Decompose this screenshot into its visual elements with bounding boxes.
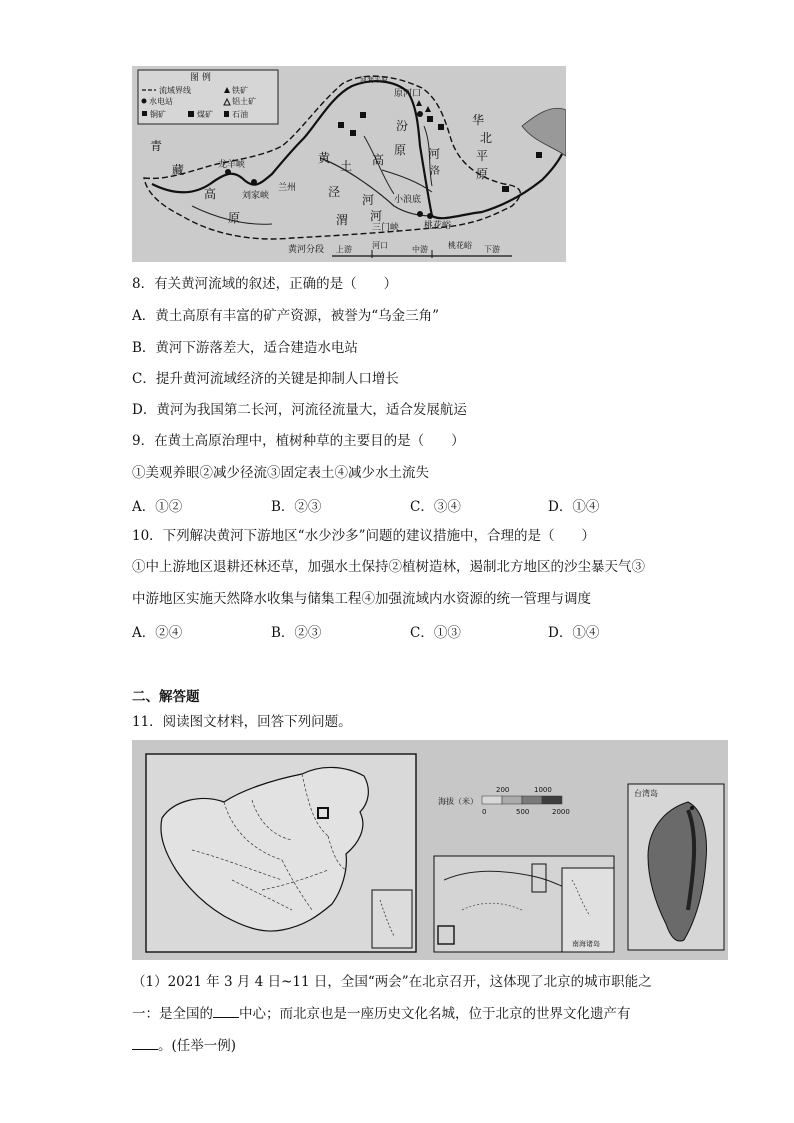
svg-text:洛: 洛 — [430, 166, 440, 177]
svg-text:煤矿: 煤矿 — [197, 110, 213, 119]
svg-text:原: 原 — [394, 143, 407, 157]
svg-text:铁矿: 铁矿 — [232, 86, 248, 95]
copper-icon — [142, 111, 147, 116]
svg-text:刘家峡: 刘家峡 — [242, 191, 270, 201]
q9-stem: 9．在黄土高原治理中，植树种草的主要目的是（ ） — [132, 433, 465, 449]
svg-text:土: 土 — [340, 159, 353, 173]
answer-blank-1[interactable] — [213, 1004, 239, 1018]
svg-text:河: 河 — [370, 209, 383, 223]
svg-text:海拔（米）: 海拔（米） — [438, 797, 478, 806]
map-legend — [138, 70, 278, 124]
svg-text:下游: 下游 — [484, 245, 500, 254]
china-map-panel — [146, 754, 416, 952]
section-heading: 二、解答题 — [132, 689, 200, 705]
svg-text:泾: 泾 — [328, 185, 341, 199]
svg-text:500: 500 — [516, 808, 530, 816]
svg-text:桃花峪: 桃花峪 — [424, 221, 452, 231]
q10-option-d: D．①④ — [548, 625, 600, 641]
q9-option-d: D．①④ — [548, 499, 600, 515]
svg-text:流域界线: 流域界线 — [159, 86, 191, 95]
q9-items: ①美观养眼②减少径流③固定表土④减少水土流失 — [132, 465, 429, 481]
svg-text:200: 200 — [496, 786, 510, 794]
svg-text:南海诸岛: 南海诸岛 — [572, 940, 600, 948]
svg-text:铝土矿: 铝土矿 — [232, 97, 256, 106]
svg-text:河口: 河口 — [372, 241, 388, 250]
svg-text:龙羊峡: 龙羊峡 — [218, 160, 246, 170]
svg-text:铜矿: 铜矿 — [150, 110, 166, 119]
svg-text:藏: 藏 — [172, 163, 185, 177]
svg-text:黄: 黄 — [318, 151, 331, 165]
china-taiwan-map — [132, 740, 728, 960]
q11-1-line1: （1）2021 年 3 月 4 日~11 日，全国“两会”在北京召开，这体现了北京的城市职能之 — [132, 974, 652, 990]
taiwan-panel — [628, 784, 724, 950]
svg-text:渭: 渭 — [336, 213, 349, 227]
q8-option-c: C．提升黄河流域经济的关键是抑制人口增长 — [132, 371, 399, 387]
q8-option-b: B．黄河下游落差大，适合建造水电站 — [132, 340, 358, 356]
svg-text:华: 华 — [472, 113, 485, 127]
svg-text:小浪底: 小浪底 — [394, 195, 422, 205]
yellow-river-map — [132, 66, 566, 262]
q11-stem: 11．阅读图文材料，回答下列问题。 — [132, 714, 352, 730]
svg-text:北: 北 — [480, 131, 493, 145]
svg-text:台湾岛: 台湾岛 — [634, 789, 658, 798]
svg-text:中游: 中游 — [412, 245, 428, 254]
answer-blank-2[interactable] — [132, 1036, 158, 1050]
svg-text:原: 原 — [228, 211, 241, 225]
svg-text:黄河分段: 黄河分段 — [288, 245, 325, 255]
q9-option-c: C．③④ — [410, 499, 461, 515]
q10-items-line1: ①中上游地区退耕还林还草，加强水土保持②植树造林，遏制北方地区的沙尘暴天气③ — [132, 559, 645, 575]
q10-option-b: B．②③ — [271, 625, 322, 641]
q10-stem: 10．下列解决黄河下游地区“水少沙多”问题的建议措施中，合理的是（ ） — [132, 528, 595, 544]
svg-text:汾: 汾 — [396, 119, 409, 133]
svg-text:河: 河 — [428, 147, 441, 161]
q8-option-d: D．黄河为我国第二长河，河流径流量大，适合发展航运 — [132, 402, 467, 418]
q9-option-a: A．①② — [132, 499, 183, 515]
q10-items-line2: 中游地区实施天然降水收集与储集工程④加强流域内水资源的统一管理与调度 — [132, 591, 591, 607]
svg-text:桃花峪: 桃花峪 — [448, 241, 472, 250]
hydropower-icon — [142, 99, 147, 104]
svg-text:兰州: 兰州 — [278, 183, 297, 193]
svg-text:高: 高 — [204, 187, 217, 201]
svg-text:石油: 石油 — [232, 110, 248, 119]
svg-text:0: 0 — [482, 808, 487, 816]
legend-title: 图 例 — [190, 73, 211, 83]
coal-icon — [188, 111, 194, 117]
svg-text:高: 高 — [372, 153, 385, 167]
q8-option-a: A．黄土高原有丰富的矿产资源，被誉为“乌金三角” — [132, 308, 440, 324]
q8-stem: 8．有关黄河流域的叙述，正确的是（ ） — [132, 276, 398, 292]
svg-text:河套平原: 河套平原 — [360, 76, 388, 84]
svg-text:上游: 上游 — [336, 245, 352, 254]
svg-text:1000: 1000 — [534, 786, 552, 794]
svg-text:三门峡: 三门峡 — [372, 223, 400, 233]
svg-text:原: 原 — [476, 167, 489, 181]
q10-option-a: A．②④ — [132, 625, 183, 641]
svg-text:原河口: 原河口 — [394, 89, 422, 99]
q10-option-c: C．①③ — [410, 625, 461, 641]
svg-text:青: 青 — [150, 139, 163, 153]
svg-text:水电站: 水电站 — [149, 97, 173, 106]
svg-text:平: 平 — [476, 149, 489, 163]
svg-text:河: 河 — [362, 193, 375, 207]
oil-icon — [224, 111, 229, 117]
svg-text:2000: 2000 — [552, 808, 570, 816]
q11-1-line3: 。(任举一例) — [132, 1036, 236, 1055]
q9-option-b: B．②③ — [271, 499, 322, 515]
q11-1-line2: 一：是全国的 中心；而北京也是一座历史文化名城，位于北京的世界文化遗产有 — [132, 1006, 631, 1022]
